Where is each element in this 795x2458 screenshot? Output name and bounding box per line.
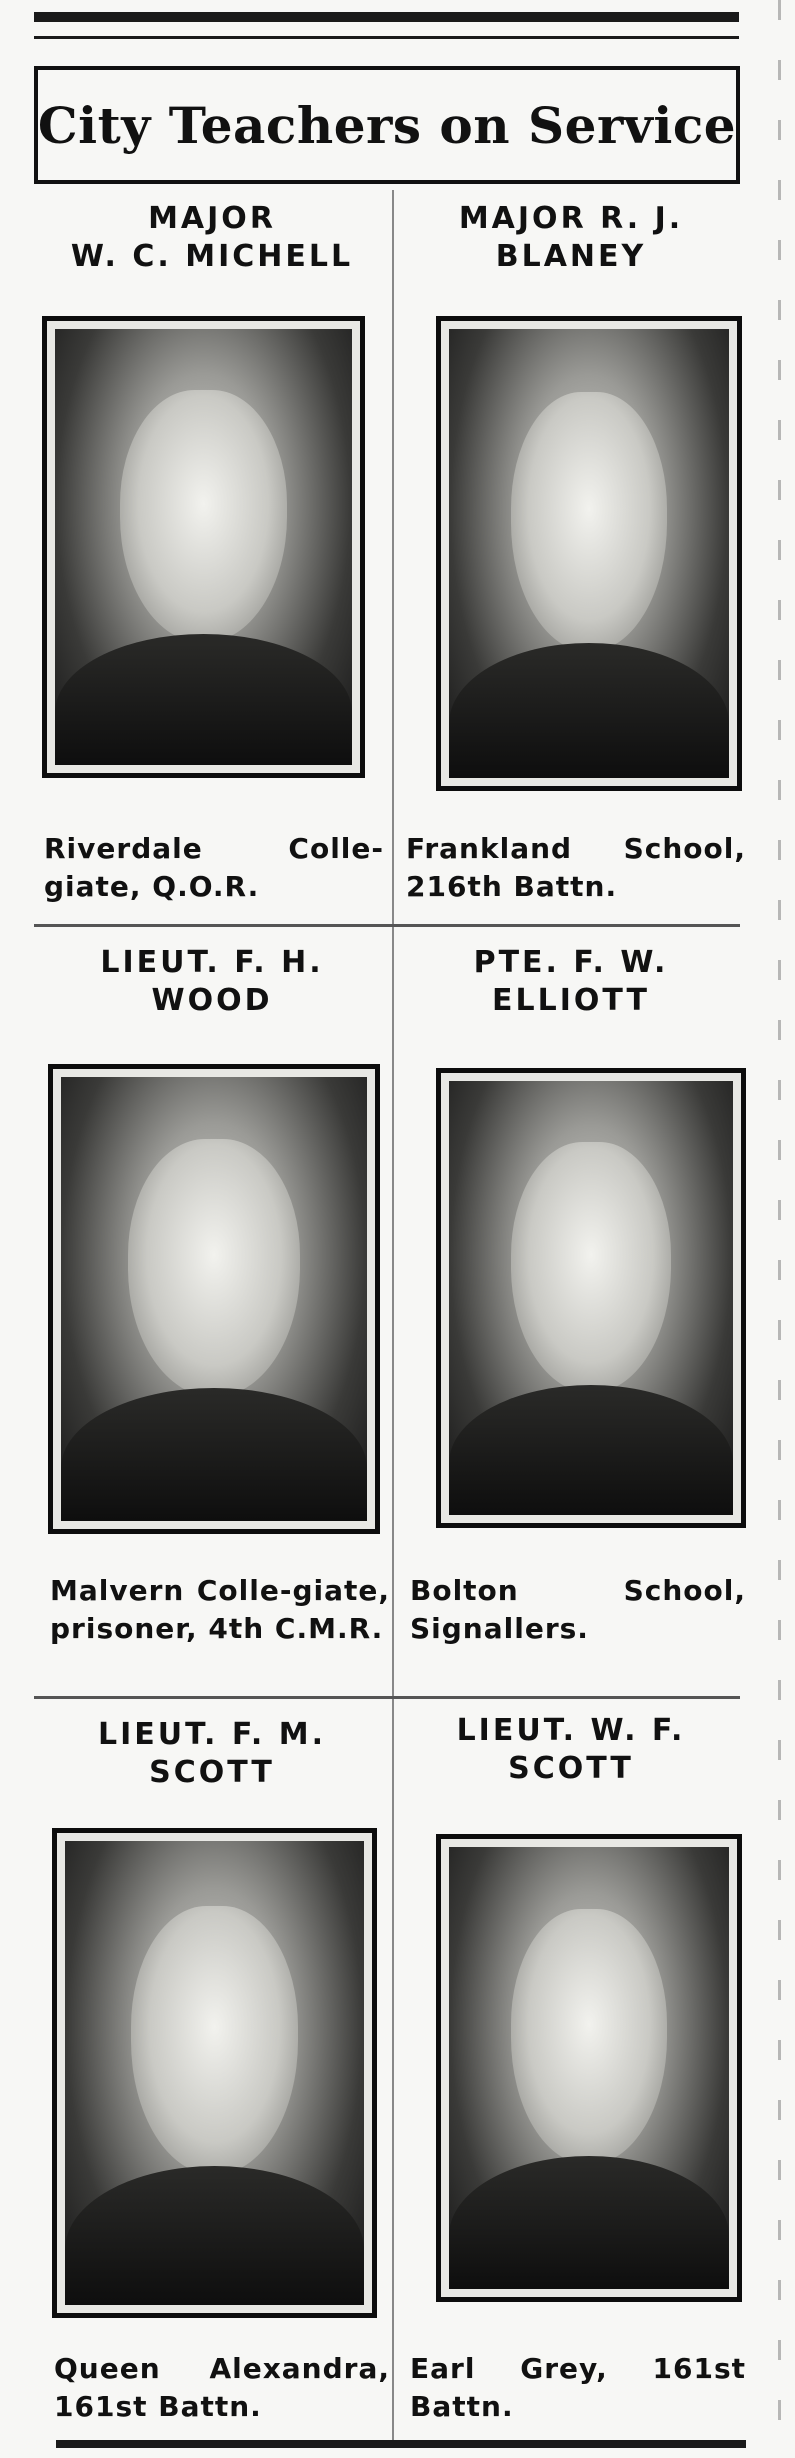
- portrait-photo: [436, 316, 742, 791]
- entry-caption: Earl Grey, 161st Battn.: [410, 2352, 746, 2423]
- portrait-photo: [52, 1828, 377, 2318]
- portrait-photo: [48, 1064, 380, 1534]
- entry-caption: Malvern Colle-giate, prisoner, 4th C.M.R.: [50, 1574, 390, 1645]
- entry-name: PTE. F. W. ELLIOTT: [473, 945, 669, 1018]
- headline: City Teachers on Service: [37, 95, 737, 155]
- portrait-photo: [42, 316, 365, 778]
- top-rule: [34, 12, 739, 22]
- bottom-rule: [56, 2440, 746, 2448]
- entry-name: MAJOR W. C. MICHELL: [70, 201, 354, 274]
- entry-caption: Frankland School, 216th Battn.: [406, 832, 746, 903]
- portrait-photo: [436, 1834, 742, 2302]
- entry-caption: Riverdale Colle-giate, Q.O.R.: [44, 832, 384, 903]
- headline-box: [34, 66, 740, 184]
- entry-name: MAJOR R. J. BLANEY: [458, 201, 684, 274]
- entry-caption: Bolton School, Signallers.: [410, 1574, 746, 1645]
- entry-name: LIEUT. W. F. SCOTT: [456, 1713, 686, 1786]
- column-divider: [392, 190, 394, 2440]
- margin-ink: [778, 0, 781, 2458]
- entry-name: LIEUT. F. M. SCOTT: [97, 1717, 327, 1790]
- entry-caption: Queen Alexandra, 161st Battn.: [54, 2352, 390, 2423]
- row-divider: [34, 1696, 740, 1699]
- entry-name: LIEUT. F. H. WOOD: [100, 945, 324, 1018]
- top-rule-thin: [34, 36, 739, 39]
- portrait-photo: [436, 1068, 746, 1528]
- row-divider: [34, 924, 740, 927]
